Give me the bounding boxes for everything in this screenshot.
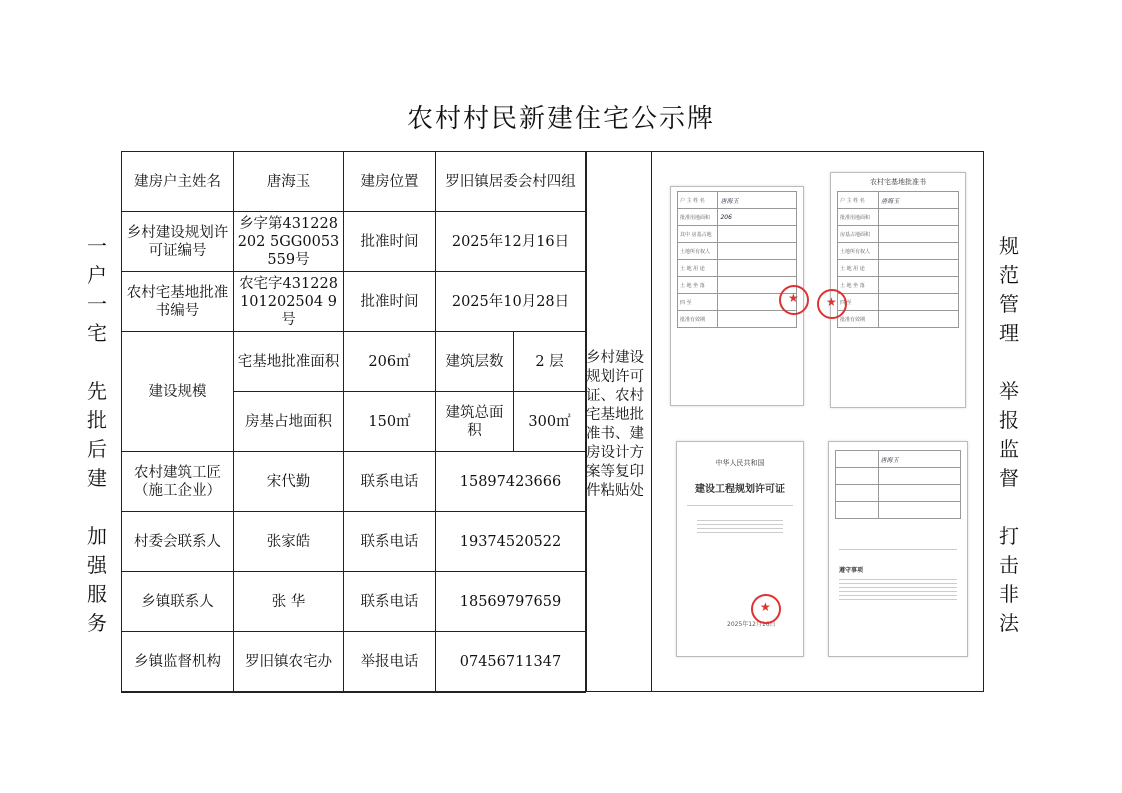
left-slogan: 一 户 一 宅 先 批 后 建 加 强 服 务 [87,234,107,635]
attachment-area-label: 乡村建设规划许可证、农村宅基地批准书、建房设计方案等复印件粘贴处 [586,350,644,499]
supervision-label: 乡镇监督机构 [122,632,234,693]
builder-phone: 15897423666 [436,452,586,512]
scanned-planning-permit [676,441,804,657]
report-phone: 07456711347 [436,632,586,693]
town-contact-label: 乡镇联系人 [122,572,234,632]
owner-label: 建房户主姓名 [122,152,234,212]
doc1-area: 206 [718,209,797,226]
footprint-label: 房基占地面积 [234,392,344,452]
scale-label: 建设规模 [122,332,234,452]
total-area-label: 建筑总面积 [436,392,514,452]
homestead-time-value: 2025年10月28日 [436,272,586,332]
floors-value: 2 层 [514,332,586,392]
planning-time-value: 2025年12月16日 [436,212,586,272]
footprint-value: 150㎡ [344,392,436,452]
divider-line [651,151,652,692]
red-seal [817,289,847,319]
floors-label: 建筑层数 [436,332,514,392]
homestead-time-label: 批准时间 [344,272,436,332]
doc3-header: 中华人民共和国 [715,459,765,467]
doc2-owner: 唐海玉 [879,192,959,209]
red-seal [751,594,781,624]
page-title: 农村村民新建住宅公示牌 [406,104,715,134]
doc2-title: 农村宅基地批准书 [870,178,926,186]
scanned-permit-back [828,441,968,657]
builder-name: 宋代勤 [234,452,344,512]
town-phone: 18569797659 [436,572,586,632]
doc3-title: 建设工程规划许可证 [695,484,785,495]
homestead-permit-value: 农宅字431228101202504 9号 [234,272,344,332]
doc4-notice-title: 遵守事项 [839,567,864,574]
town-contact-name: 张 华 [234,572,344,632]
village-contact-name: 张家皓 [234,512,344,572]
doc4-owner: 唐海玉 [878,451,961,468]
planning-time-label: 批准时间 [344,212,436,272]
scanned-homestead-certificate: 农村宅基地批准书 户 主 姓 名 唐海玉 批准用地面积 房基占地面积 土地所有权人 土 地 用 途 土 地 坐 落 四 至 批准有效期 ★ [830,172,966,408]
village-phone: 19374520522 [436,512,586,572]
village-contact-label: 村委会联系人 [122,512,234,572]
location-value: 罗旧镇居委会村四组 [436,152,586,212]
supervision-name: 罗旧镇农宅办 [234,632,344,693]
village-phone-label: 联系电话 [344,512,436,572]
builder-label: 农村建筑工匠（施工企业） [122,452,234,512]
red-seal [779,285,809,315]
total-area-value: 300㎡ [514,392,586,452]
right-slogan: 规 范 管 理 举 报 监 督 打 击 非 法 [999,234,1019,635]
owner-value: 唐海玉 [234,152,344,212]
location-label: 建房位置 [344,152,436,212]
doc3-date: 2025年12月16日 [727,621,776,628]
planning-permit-value: 乡字第431228202 5GG0053559号 [234,212,344,272]
planning-permit-label: 乡村建设规划许可证编号 [122,212,234,272]
homestead-area-value: 206㎡ [344,332,436,392]
report-phone-label: 举报电话 [344,632,436,693]
builder-phone-label: 联系电话 [344,452,436,512]
doc1-owner: 唐海玉 [718,192,797,209]
town-phone-label: 联系电话 [344,572,436,632]
homestead-area-label: 宅基地批准面积 [234,332,344,392]
homestead-permit-label: 农村宅基地批准书编号 [122,272,234,332]
scanned-homestead-form: 户 主 姓 名 唐海玉 批准用地面积 206 其中 房基占地 土地所有权人 土 地 用 途 土 地 坐 落 四 至 批准有效期 ★ [670,186,804,406]
